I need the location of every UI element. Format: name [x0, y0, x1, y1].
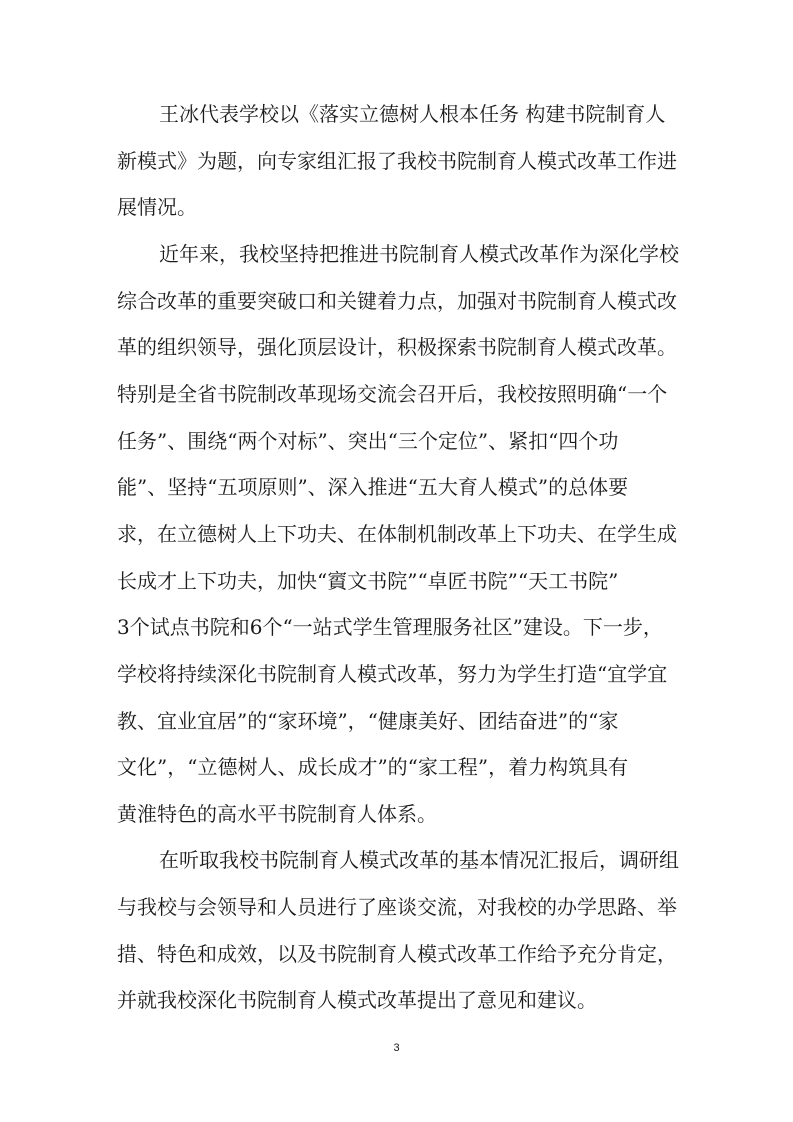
paragraph-line: 能”、坚持“五项原则”、深入推进“五大育人模式”的总体要: [117, 475, 629, 499]
paragraph-line: 并就我校深化书院制育人模式改革提出了意见和建议。: [117, 988, 597, 1012]
paragraph-line: 与我校与会领导和人员进行了座谈交流，对我校的办学思路、举: [117, 895, 677, 919]
paragraph-line: 任务”、围绕“两个对标”、突出“三个定位”、紧扣“四个功: [117, 429, 619, 453]
paragraph-line: 教、宜业宜居”的“家环境”，“健康美好、团结奋进”的“家: [117, 709, 619, 733]
paragraph-line: 王冰代表学校以《落实立德树人根本任务 构建书院制育人: [159, 102, 666, 126]
paragraph-line: 措、特色和成效，以及书院制育人模式改革工作给予充分肯定，: [117, 942, 677, 966]
paragraph-line: 在听取我校书院制育人模式改革的基本情况汇报后，调研组: [159, 848, 679, 872]
paragraph-line: 新模式》为题，向专家组汇报了我校书院制育人模式改革工作进: [117, 149, 677, 173]
paragraph-line: 求，在立德树人上下功夫、在体制机制改革上下功夫、在学生成: [117, 522, 677, 546]
paragraph-line: 3个试点书院和6个“一站式学生管理服务社区”建设。下一步，: [117, 615, 663, 639]
paragraph-line: 特别是全省书院制改革现场交流会召开后，我校按照明确“一个: [117, 382, 668, 406]
paragraph-line: 学校将持续深化书院制育人模式改革，努力为学生打造“宜学宜: [117, 662, 668, 686]
paragraph-line: 展情况。: [117, 195, 197, 219]
paragraph-line: 近年来，我校坚持把推进书院制育人模式改革作为深化学校: [159, 242, 679, 266]
page-number: 3: [393, 1042, 400, 1054]
paragraph-line: 综合改革的重要突破口和关键着力点，加强对书院制育人模式改: [117, 289, 677, 313]
paragraph-line: 革的组织领导，强化顶层设计，积极探索书院制育人模式改革。: [117, 335, 677, 359]
paragraph-line: 文化”，“立德树人、成长成才”的“家工程”，着力构筑具有: [117, 755, 629, 779]
paragraph-line: 黄淮特色的高水平书院制育人体系。: [117, 802, 437, 826]
paragraph-line: 长成才上下功夫，加快“賨文书院”“卓匠书院”“天工书院”: [117, 569, 619, 593]
